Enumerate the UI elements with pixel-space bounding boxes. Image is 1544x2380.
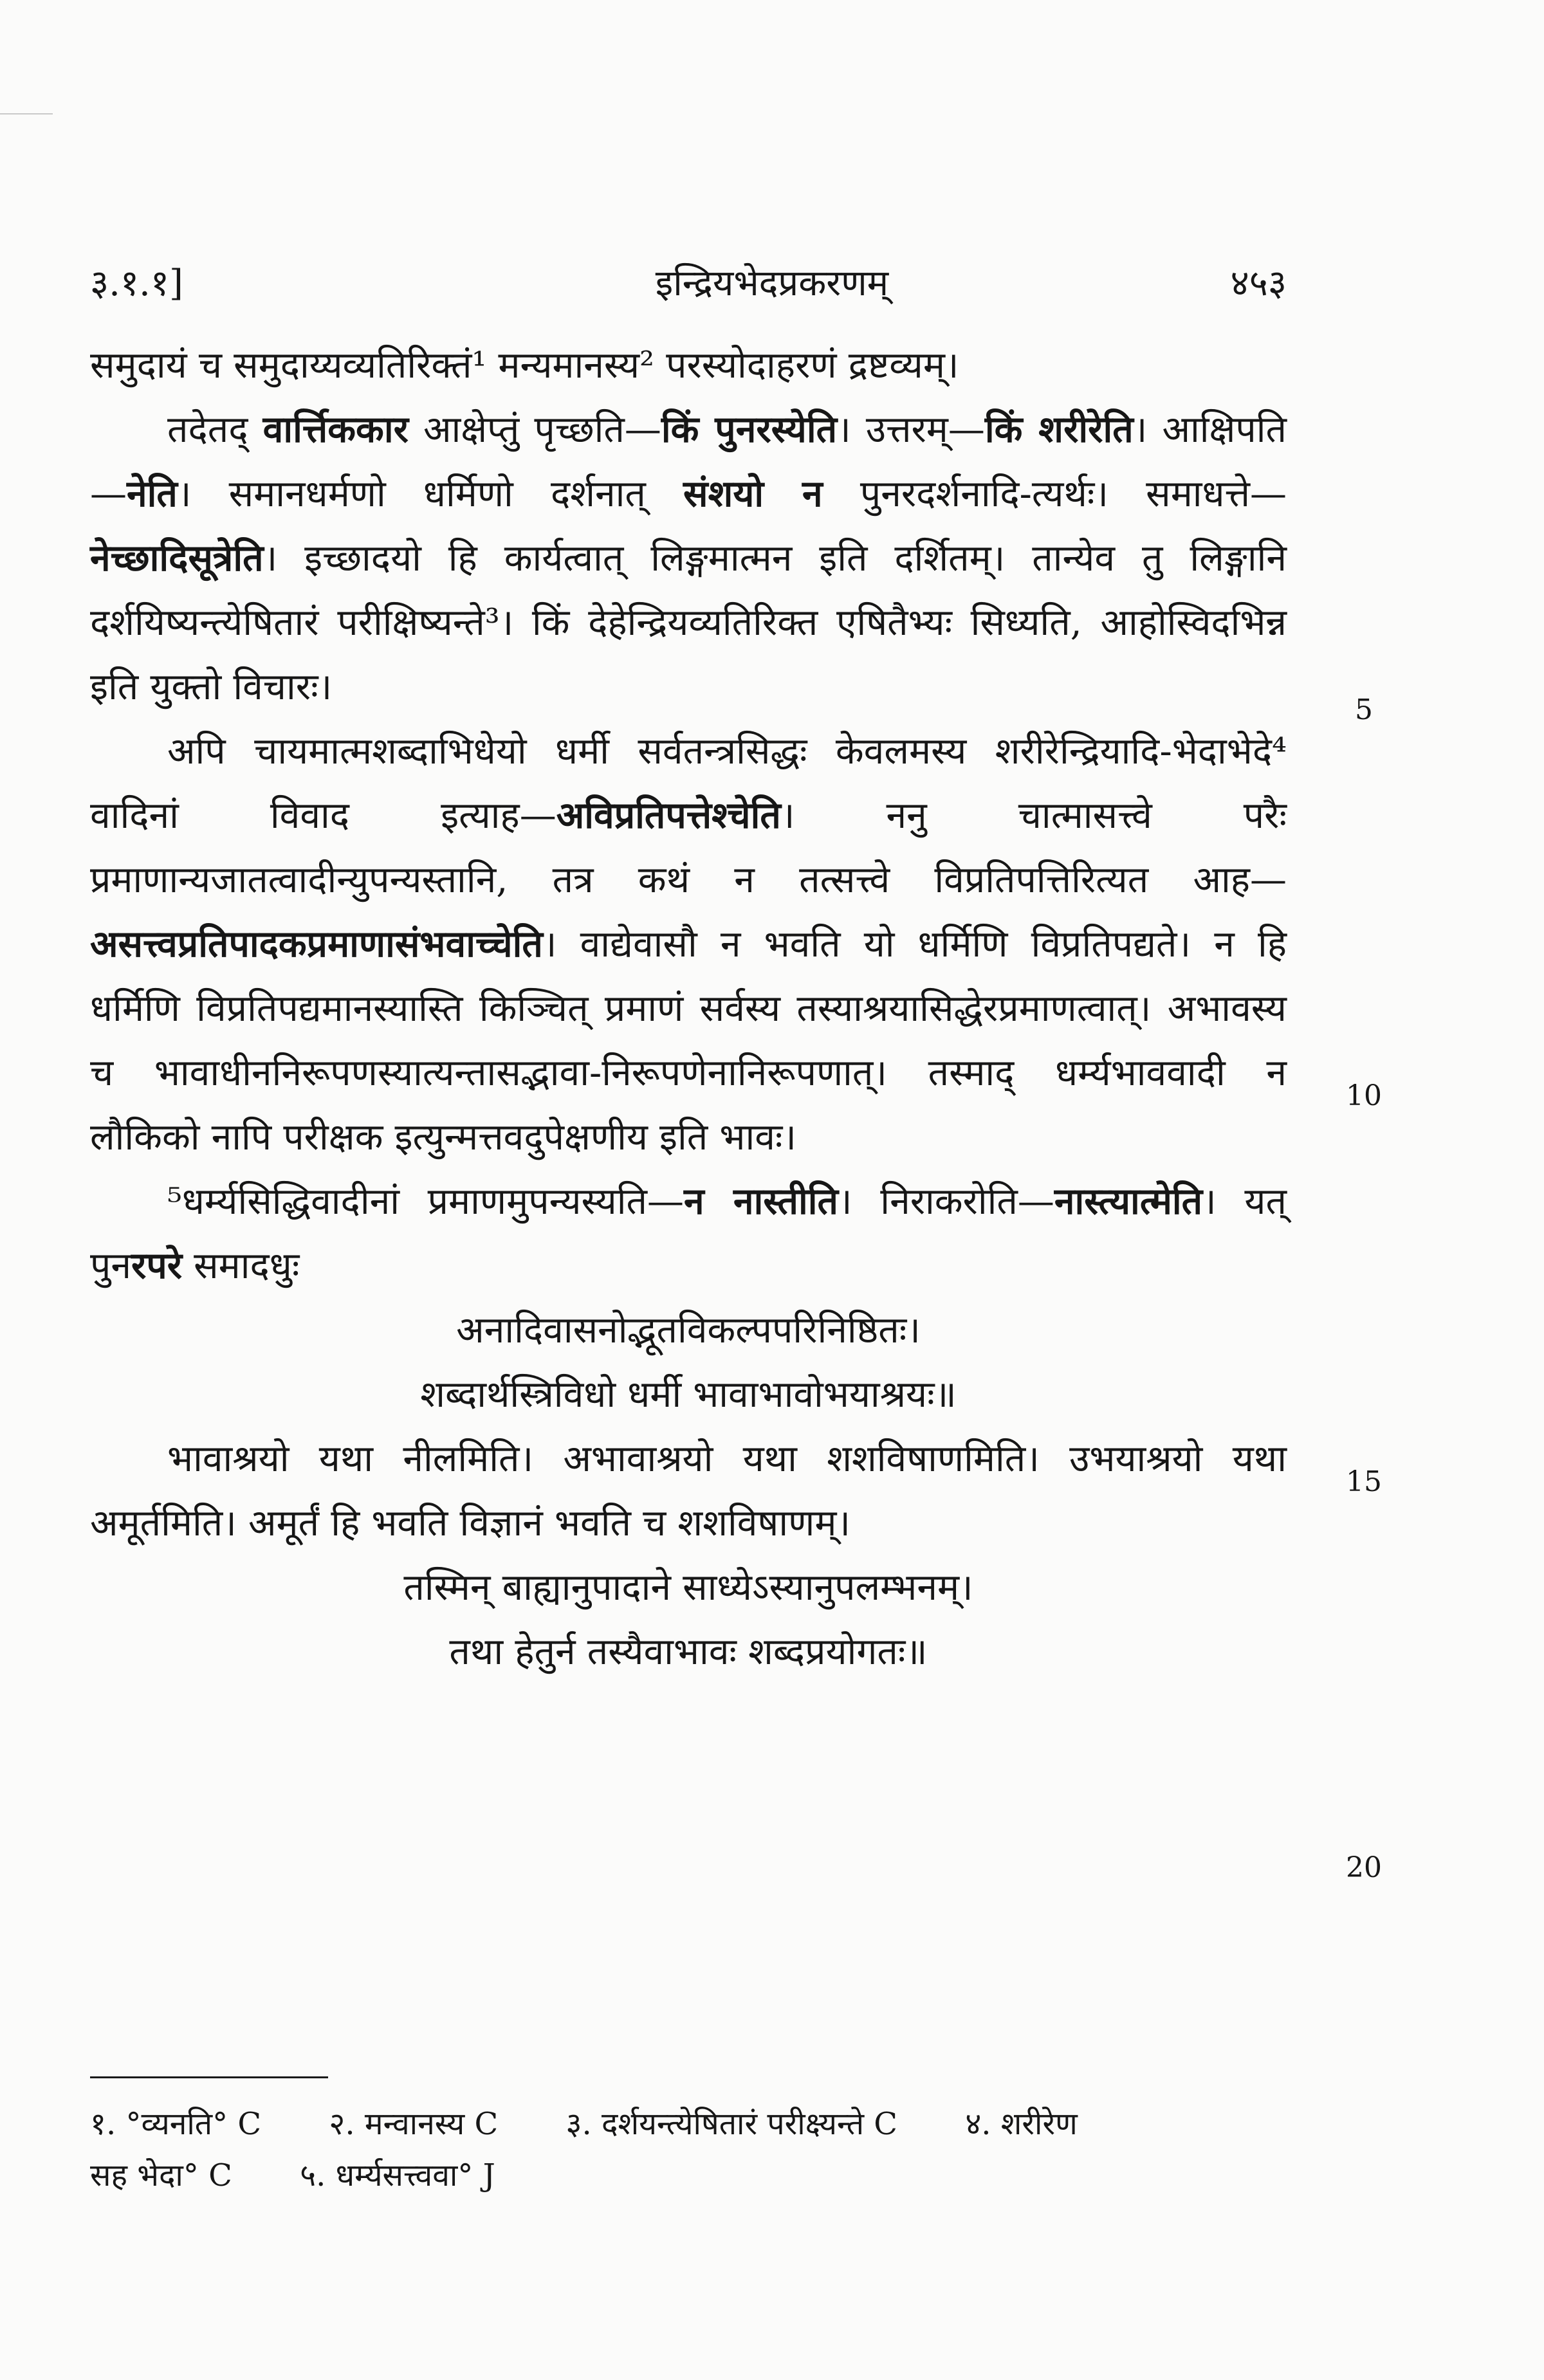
paragraph-3: [90, 719, 1287, 1169]
footnote: सह भेदा° C: [90, 2157, 232, 2193]
paragraph-1: [90, 333, 1287, 398]
paragraph-4: [90, 1169, 1287, 1298]
text-run: समादधुः: [182, 1245, 300, 1287]
bold-term: नेच्छादिसूत्रेति: [90, 536, 264, 580]
footnote-row: [90, 2098, 1287, 2150]
bold-term: किं शरीरेति: [984, 408, 1134, 451]
footnote: १. °व्यनति° C: [90, 2106, 262, 2142]
verse-block-2: [90, 1555, 1287, 1684]
scan-edge-mark: [0, 113, 53, 114]
text-run: तदेतद्: [167, 408, 263, 451]
text-run: । वाद्येवासौ न भवति यो धर्मिणि विप्रतिपद्यते। न हि धर्मिणि विप्रतिपद्यमानस्यास्ति किञ्चित् प्रमाणं सर्वस्य तस्याश्रयासिद्धेरप्रमाणत्वात्। अभावस्य च भावाधीननिरूपणस्यात्यन्तासद्भावा-निरूपणेनानिरूपणात्। तस्माद् धर्म्यभाववादी न लौकिको नापि परीक्षक इत्युन्मत्तवदुपेक्षणीय इति भावः।: [90, 923, 1287, 1158]
paragraph-2: [90, 398, 1287, 719]
footnotes: [90, 2098, 1287, 2201]
paragraph-5: भावाश्रयो यथा नीलमिति। अभावाश्रयो यथा शशविषाणमिति। उभयाश्रयो यथा अमूर्तमिति। अमूर्तं हि भवति विज्ञानं भवति च शशविषाणम्।: [90, 1438, 1287, 1544]
line-number: 20: [1346, 1851, 1382, 1884]
running-header: [0, 257, 1544, 309]
bold-term: नास्त्यात्मेति: [1054, 1180, 1203, 1223]
verse-line: शब्दार्थस्त्रिविधो धर्मी भावाभावोभयाश्रयः॥: [420, 1373, 957, 1416]
chapter-title: इन्द्रियभेदप्रकरणम्: [655, 262, 889, 304]
text-run: आक्षेप्तुं पृच्छति—: [408, 408, 661, 451]
text-run: । समानधर्मणो धर्मिणो दर्शनात्: [177, 473, 684, 515]
bold-term: किं पुनरस्येति: [661, 408, 838, 451]
line-number: 10: [1346, 1079, 1382, 1112]
bold-term: असत्त्वप्रतिपादकप्रमाणासंभवाच्चेति: [90, 922, 543, 966]
footnote-rule: [90, 2076, 328, 2078]
footnote: ३. दर्शयन्त्येषितारं परीक्ष्यन्ते C: [565, 2106, 898, 2142]
text-run: । यत् पुन: [90, 1180, 1287, 1287]
text-run: । ननु चात्मासत्त्वे परैः प्रमाणान्यजातत्वादीन्युपन्यस्तानि, तत्र कथं न तत्सत्त्वे विप्रतिपत्तिरित्यत आह—: [90, 794, 1287, 901]
main-text: [90, 333, 1287, 1684]
footnote: ५. धर्म्यसत्त्ववा° J: [300, 2157, 495, 2193]
line-number: 5: [1355, 693, 1373, 726]
text-run: । निराकरोति—: [838, 1180, 1054, 1223]
text-run: । इच्छादयो हि कार्यत्वात् लिङ्गमात्मन इति दर्शितम्। तान्येव तु लिङ्गानि दर्शयिष्यन्त्येषितारं परीक्षिष्यन्ते³। किं देहेन्द्रियव्यतिरिक्त एषितैभ्यः सिध्यति, आहोस्विदभिन्न इति युक्तो विचारः।: [90, 537, 1287, 708]
footnote: २. मन्वानस्य C: [329, 2106, 499, 2142]
bold-term: संशयो न: [683, 472, 823, 515]
verse-line: तथा हेतुर्न तस्यैवाभावः शब्दप्रयोगतः॥: [449, 1631, 928, 1673]
verse-line: तस्मिन् बाह्यानुपादाने साध्येऽस्यानुपलम्भनम्।: [403, 1566, 973, 1609]
bold-term: नेति: [127, 472, 178, 515]
bold-term: न नास्तीति: [683, 1180, 839, 1223]
bold-term: रपरे: [131, 1244, 183, 1287]
bold-term: वार्त्तिककार: [262, 408, 409, 451]
footnote: ४. शरीरेण: [965, 2106, 1078, 2142]
section-reference: ३.१.१]: [90, 262, 183, 304]
text-run: समुदायं च समुदाय्यव्यतिरिक्तं¹ मन्यमानस्य² परस्योदाहरणं द्रष्टव्यम्।: [90, 344, 959, 387]
text-run: ⁵धर्म्यसिद्धिवादीनां प्रमाणमुपन्यस्यति—: [167, 1180, 684, 1223]
line-number: 15: [1346, 1465, 1382, 1498]
text-run: । आक्षिपति—: [90, 408, 1287, 515]
verse-block-1: [90, 1298, 1287, 1427]
verse-line: अनादिवासनोद्भूतविकल्पपरिनिष्ठितः।: [456, 1309, 921, 1351]
page-number: ४५३: [1230, 262, 1287, 304]
text-run: पुनरदर्शनादि-त्यर्थः। समाधत्ते—: [822, 473, 1287, 515]
footnote-row: [90, 2150, 1287, 2201]
text-run: अपि चायमात्मशब्दाभिधेयो धर्मी सर्वतन्त्रसिद्धः केवलमस्य शरीरेन्द्रियादि-भेदाभेदे⁴ वादिनां विवाद इत्याह—: [90, 730, 1287, 837]
text-run: । उत्तरम्—: [837, 408, 985, 451]
bold-term: अविप्रतिपत्तेश्चेति: [556, 794, 781, 837]
